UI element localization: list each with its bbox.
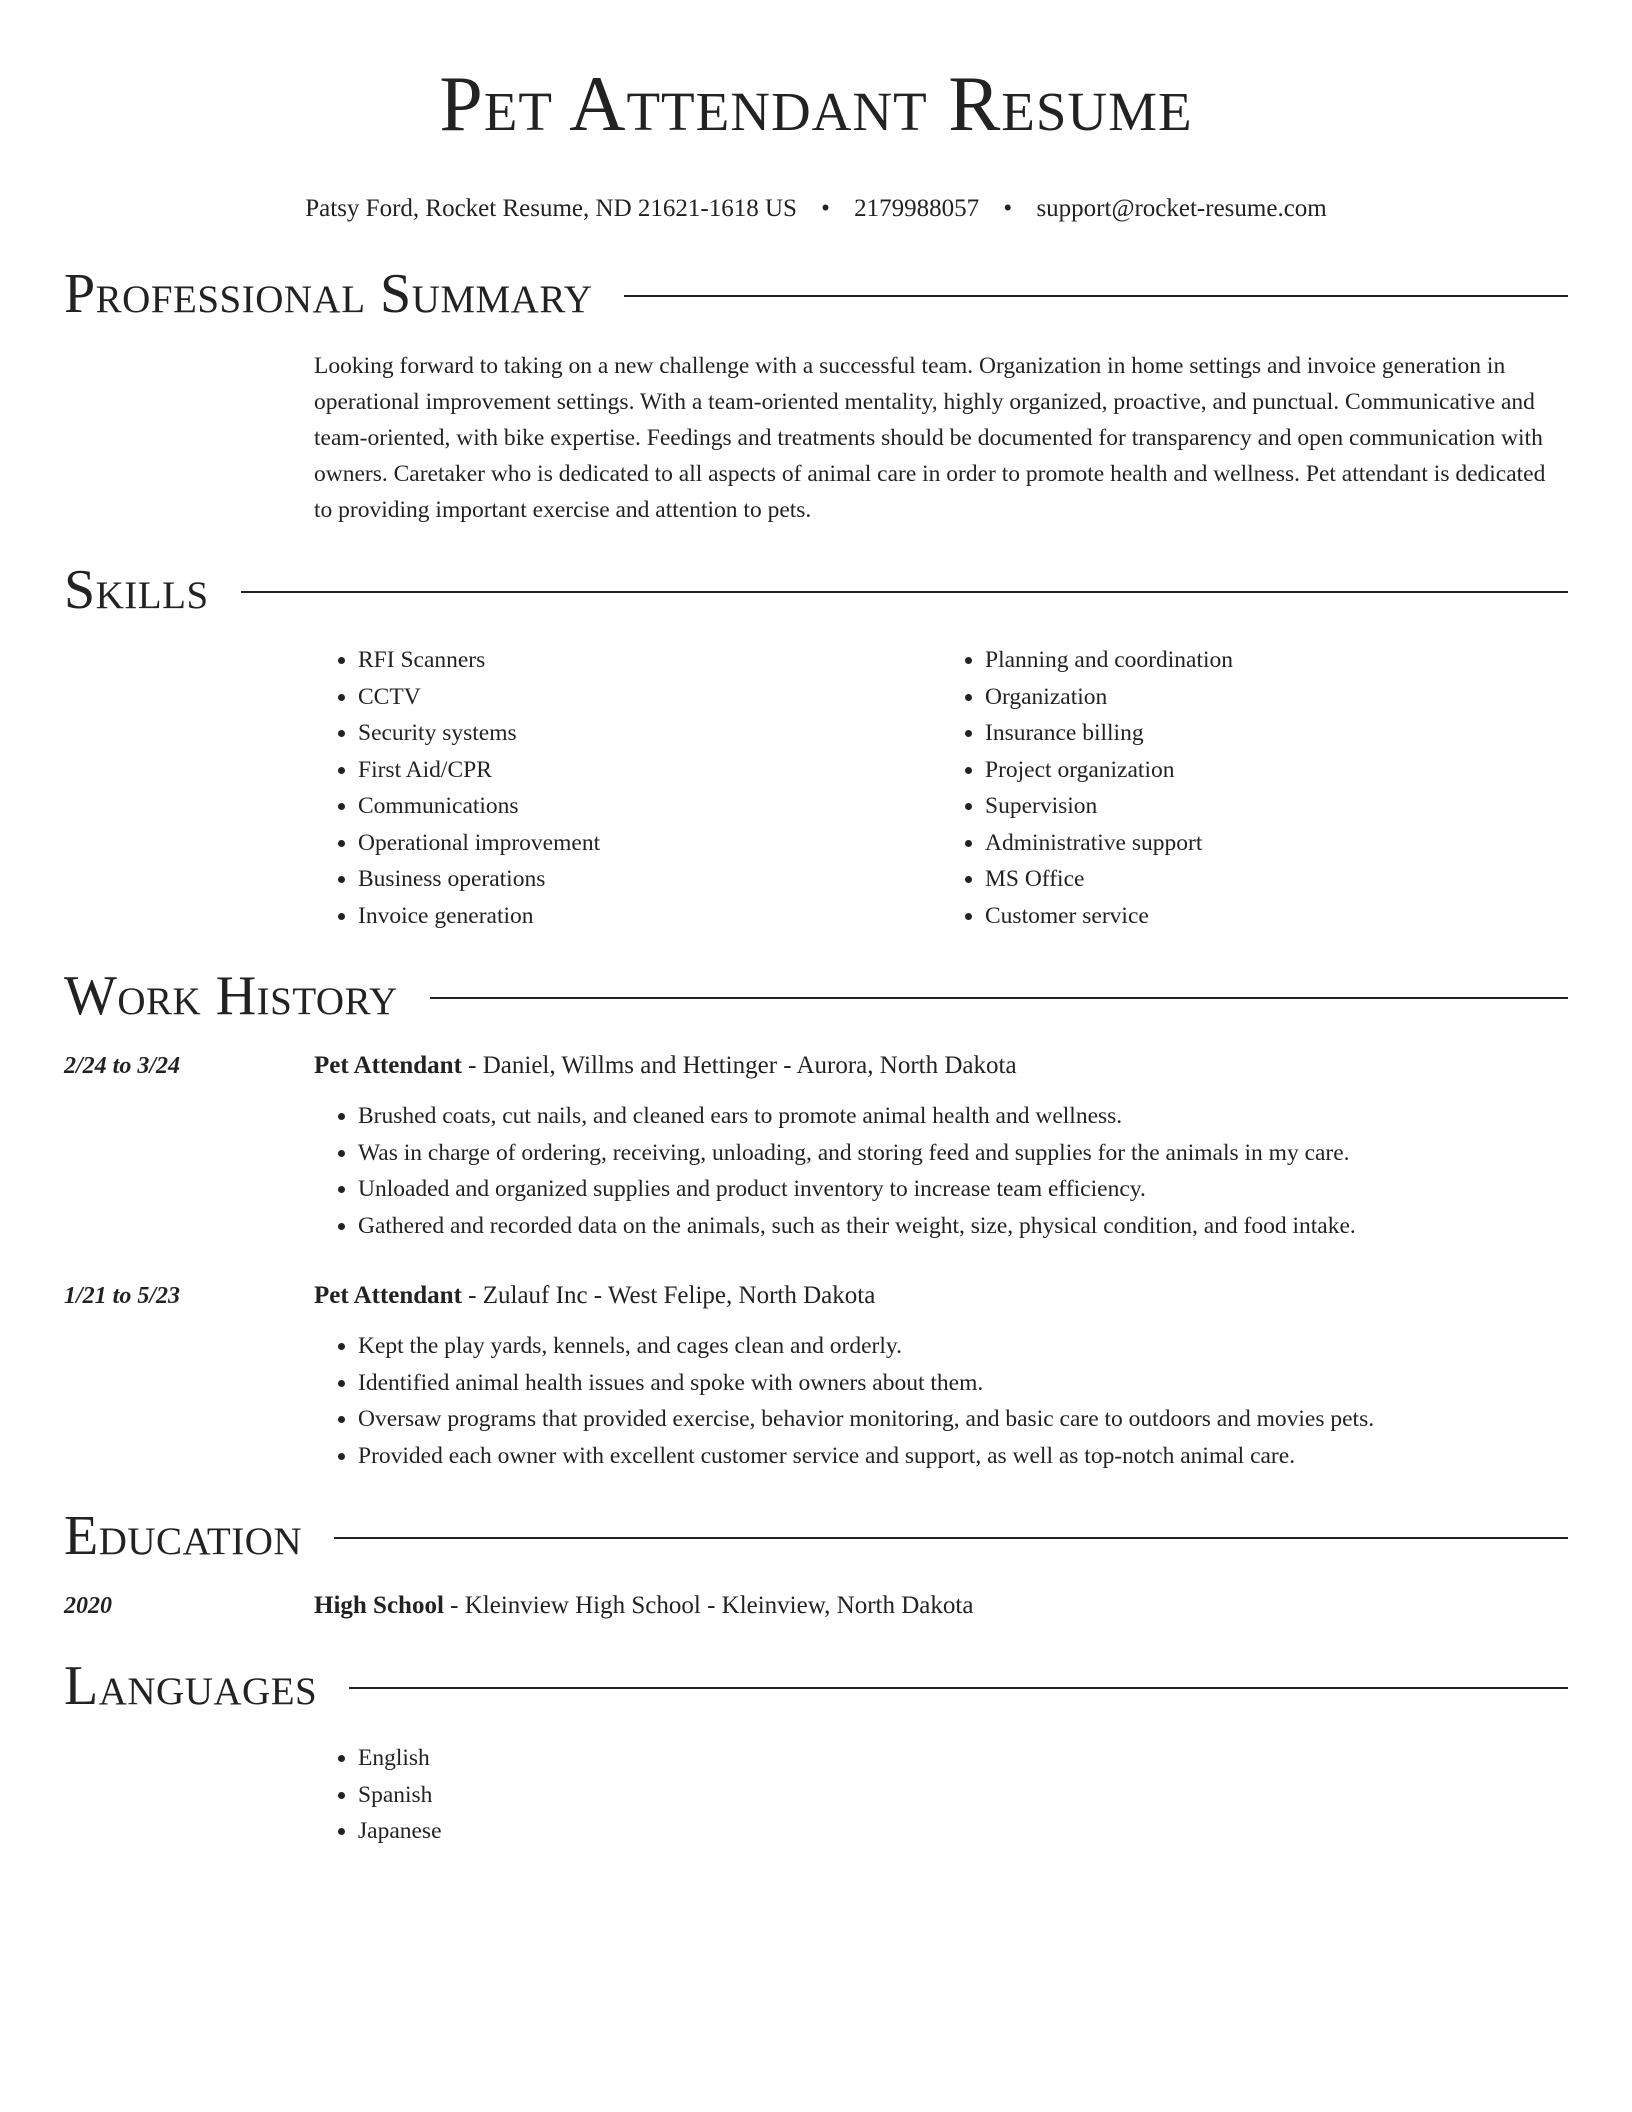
job-header xyxy=(64,1278,1568,1314)
education-degree: High School xyxy=(314,1592,444,1619)
job-bullet: • Gathered and recorded data on the animals, such as their weight, size, physical condition, and food intake. xyxy=(358,1208,1568,1245)
separator-dot: • xyxy=(821,195,830,222)
skills-column-right xyxy=(941,642,1568,934)
contact-address: Patsy Ford, Rocket Resume, ND 21621-1618 US xyxy=(305,195,797,222)
skill-item: • First Aid/CPR xyxy=(358,752,941,789)
contact-phone: 2179988057 xyxy=(854,195,980,222)
skill-item: • Invoice generation xyxy=(358,898,941,935)
job-bullet: • Unloaded and organized supplies and product inventory to increase team efficiency. xyxy=(358,1171,1568,1208)
languages-bullets xyxy=(314,1740,1568,1850)
skill-item: • Planning and coordination xyxy=(985,642,1568,679)
skill-item: • RFI Scanners xyxy=(358,642,941,679)
job-dates: 1/21 to 5/23 xyxy=(64,1283,181,1309)
job-employer: - Daniel, Willms and Hettinger - Aurora, North Dakota xyxy=(461,1052,1017,1079)
languages-heading: Languages xyxy=(64,1655,318,1717)
skills-section-header xyxy=(64,558,1568,622)
education-year: 2020 xyxy=(64,1593,112,1619)
skills-list xyxy=(314,642,1568,934)
job-bullet: • Identified animal health issues and spoke with owners about them. xyxy=(358,1365,1568,1402)
job-role: Pet Attendant xyxy=(314,1282,462,1309)
languages-list xyxy=(314,1740,1568,1850)
job-role: Pet Attendant xyxy=(314,1052,462,1079)
job-bullet: • Was in charge of ordering, receiving, unloading, and storing feed and supplies for the animals in my care. xyxy=(358,1135,1568,1172)
section-divider xyxy=(624,295,1568,297)
skill-item: • Operational improvement xyxy=(358,825,941,862)
summary-text: Looking forward to taking on a new challenge with a successful team. Organization in home settings and invoice generation in operational improvement settings. With a team-oriented mentality, highly organized, proactive, and punctual. Communicative and team-oriented, with bike expertise. Feedings and treatments should be documented for transparency and open communication with owners. Caretaker who is dedicated to all aspects of animal care in order to promote health and wellness. Pet attendant is dedicated to providing important exercise and attention to pets. xyxy=(314,353,1546,523)
education-section-header xyxy=(64,1504,1568,1568)
skill-item: • Customer service xyxy=(985,898,1568,935)
job-entry xyxy=(64,1048,1568,1244)
job-bullet: • Brushed coats, cut nails, and cleaned ears to promote animal health and wellness. xyxy=(358,1098,1568,1135)
job-title-line xyxy=(314,1278,875,1314)
education-heading: Education xyxy=(64,1505,303,1567)
contact-line xyxy=(64,194,1568,224)
language-item: • Spanish xyxy=(358,1777,1568,1814)
separator-dot: • xyxy=(1003,195,1013,222)
skills-column-left xyxy=(314,642,941,934)
contact-email[interactable]: support@rocket-resume.com xyxy=(1036,195,1327,222)
job-bullets xyxy=(314,1328,1568,1474)
job-entry xyxy=(64,1278,1568,1474)
summary-heading: Professional Summary xyxy=(64,263,593,325)
section-divider xyxy=(349,1687,1568,1689)
job-bullet: • Oversaw programs that provided exercise, behavior monitoring, and basic care to outdoors and movies pets. xyxy=(358,1401,1568,1438)
summary-section-header xyxy=(64,262,1568,326)
job-header xyxy=(64,1048,1568,1084)
job-dates: 2/24 to 3/24 xyxy=(64,1053,181,1079)
page-title: Pet Attendant Resume xyxy=(439,60,1193,147)
job-title-line xyxy=(314,1048,1017,1084)
skill-item: • Organization xyxy=(985,679,1568,716)
skill-item: • Administrative support xyxy=(985,825,1568,862)
skills-heading: Skills xyxy=(64,559,209,621)
language-item: • Japanese xyxy=(358,1813,1568,1850)
education-entry xyxy=(64,1588,1568,1624)
job-employer: - Zulauf Inc - West Felipe, North Dakota xyxy=(461,1282,876,1309)
skill-item: • Security systems xyxy=(358,715,941,752)
education-school: - Kleinview High School - Kleinview, North Dakota xyxy=(443,1592,974,1619)
job-bullet: • Provided each owner with excellent customer service and support, as well as top-notch animal care. xyxy=(358,1438,1568,1475)
skill-item: • CCTV xyxy=(358,679,941,716)
job-bullets xyxy=(314,1098,1568,1244)
skill-item: • Business operations xyxy=(358,861,941,898)
languages-section-header xyxy=(64,1654,1568,1718)
language-item: • English xyxy=(358,1740,1568,1777)
work-section-header xyxy=(64,964,1568,1028)
skill-item: • Project organization xyxy=(985,752,1568,789)
skill-item: • Communications xyxy=(358,788,941,825)
education-line xyxy=(314,1588,973,1624)
skill-item: • Insurance billing xyxy=(985,715,1568,752)
job-bullet: • Kept the play yards, kennels, and cages clean and orderly. xyxy=(358,1328,1568,1365)
skill-item: • Supervision xyxy=(985,788,1568,825)
section-divider xyxy=(334,1537,1568,1539)
work-heading: Work History xyxy=(64,965,398,1027)
skill-item: • MS Office xyxy=(985,861,1568,898)
section-divider xyxy=(430,997,1568,999)
section-divider xyxy=(241,591,1568,593)
